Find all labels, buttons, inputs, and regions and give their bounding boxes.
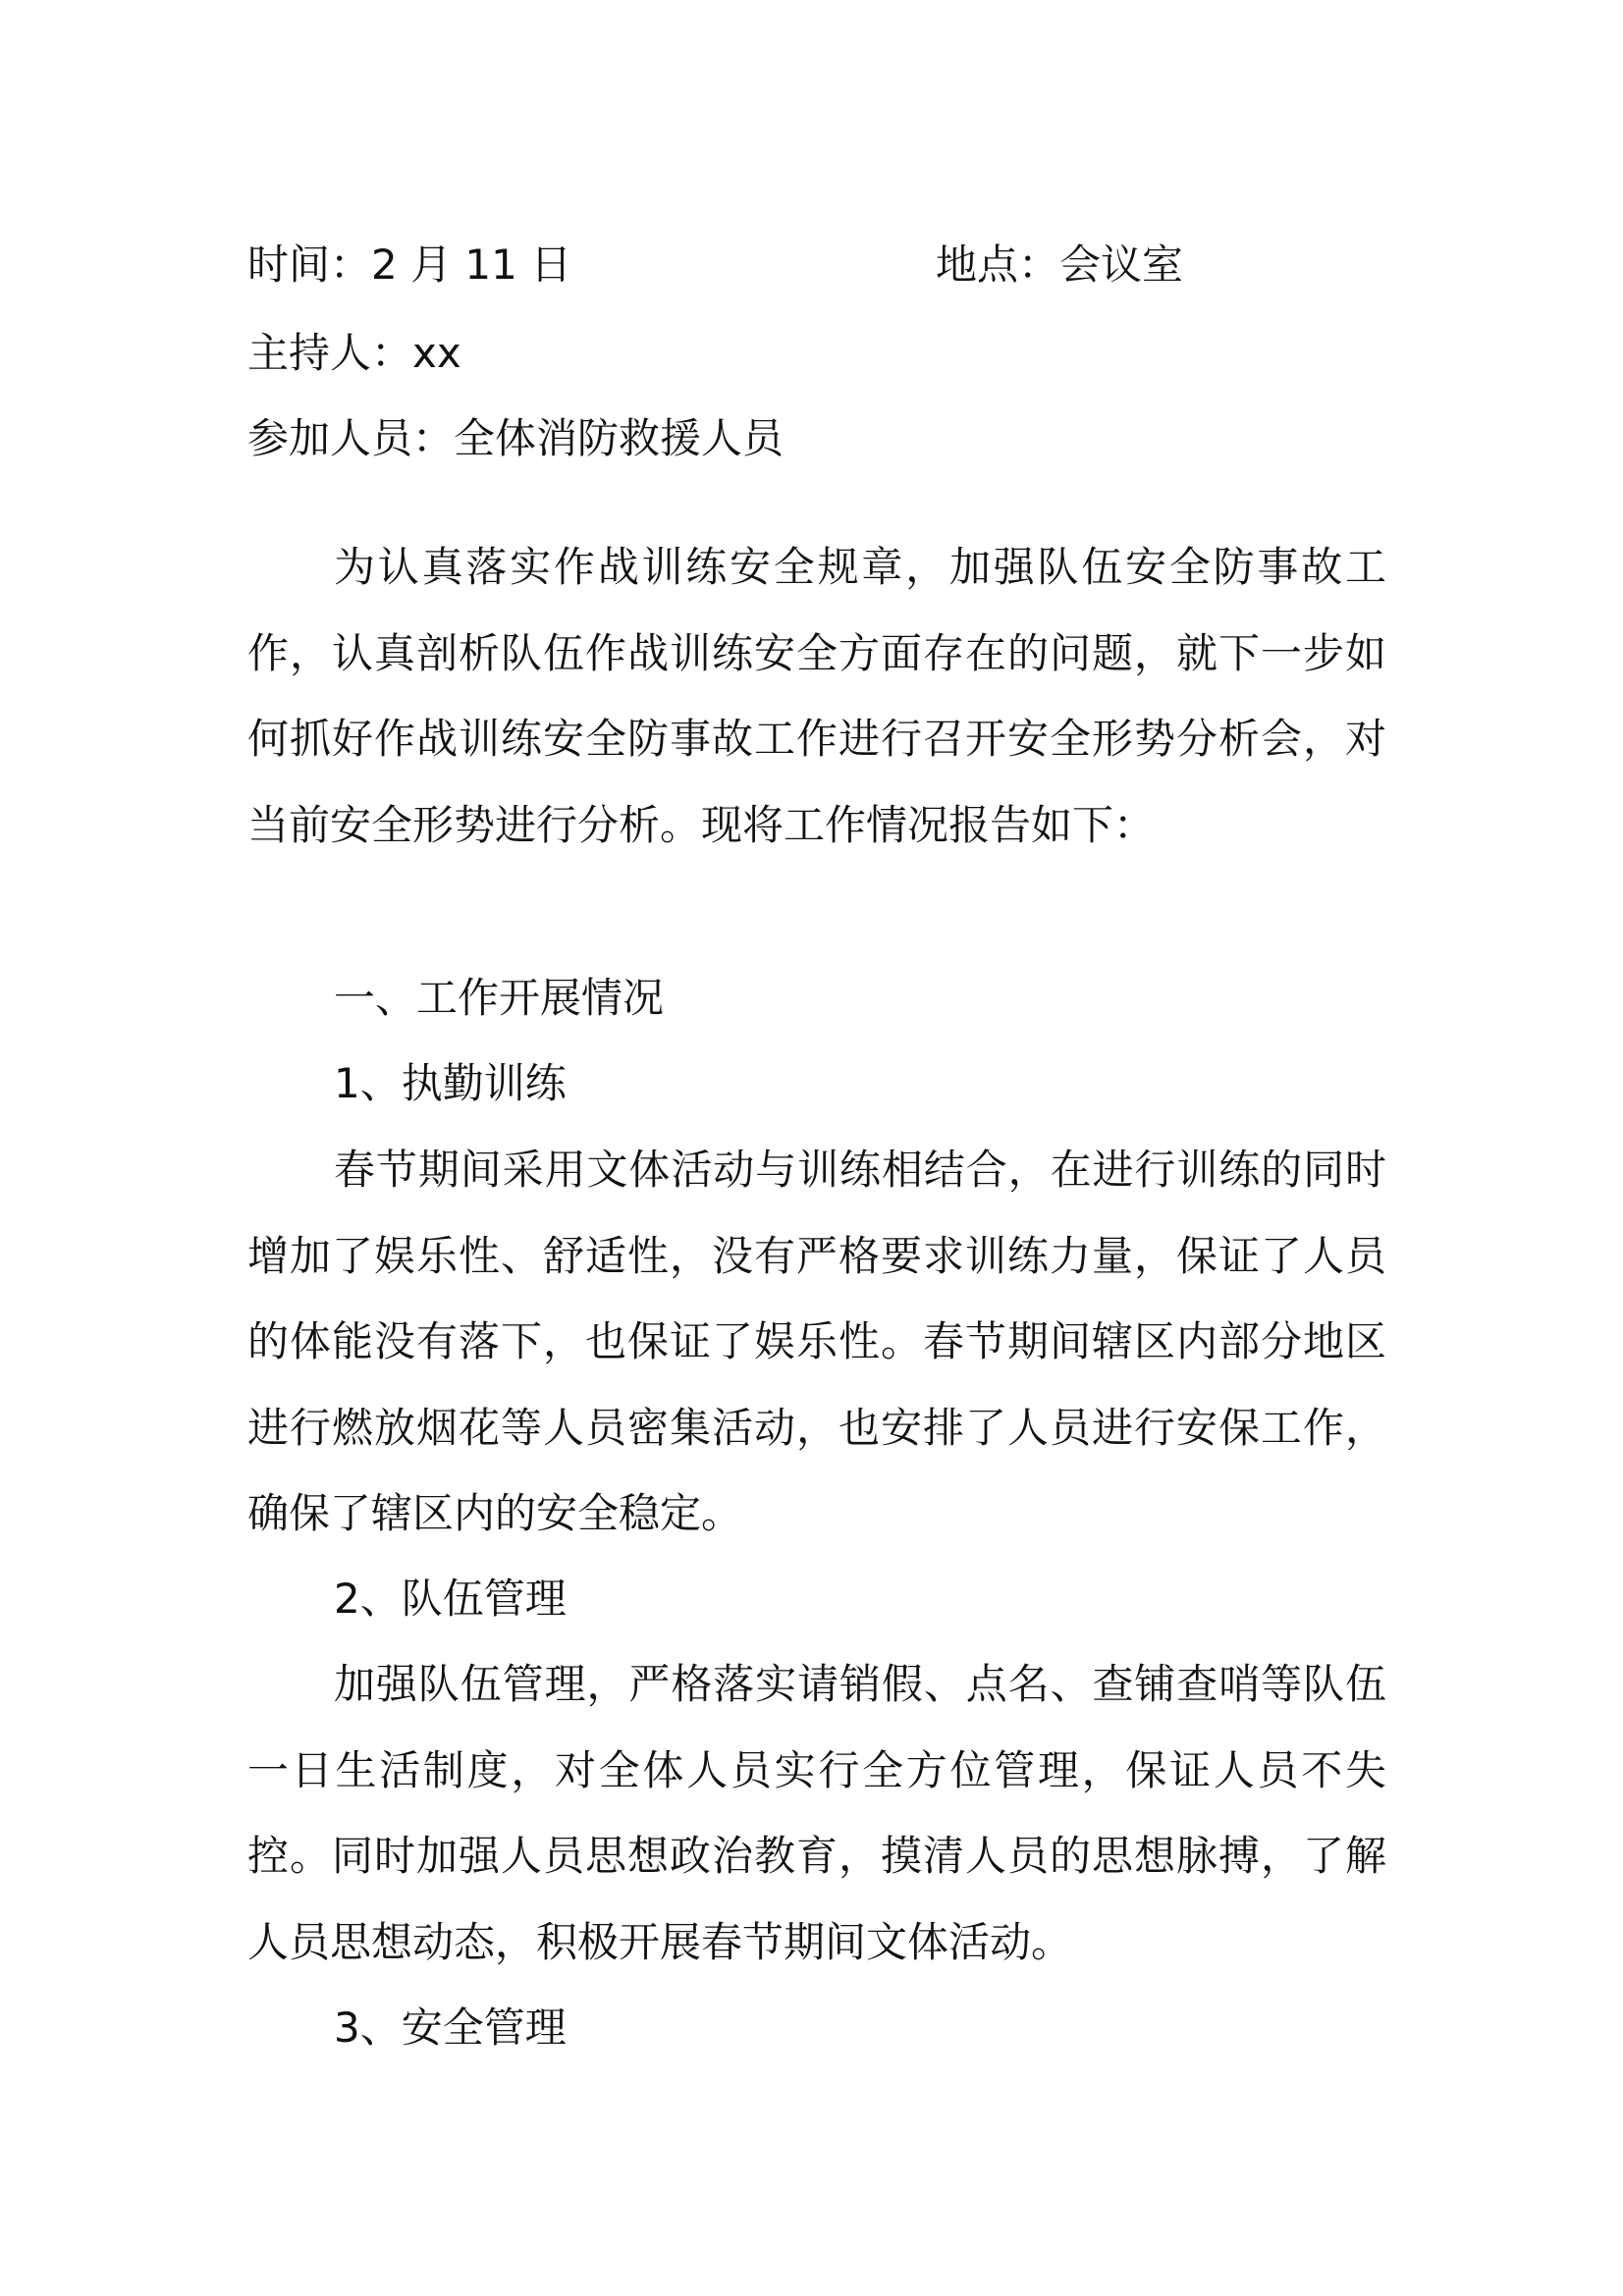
- team-management-paragraph: 加强队伍管理，严格落实请销假、点名、查铺查哨等队伍一日生活制度，对全体人员实行全方位管理，保证人员不失控。同时加强人员思想政治教育，摸清人员的思想脉搏，了解人员思想动态，积极开展春节期间文体活动。: [247, 1660, 1386, 1966]
- section-heading-work-status: 一、工作开展情况: [334, 974, 665, 1022]
- meeting-time: 时间：2 月 11 日: [247, 240, 572, 289]
- intro-paragraph: 为认真落实作战训练安全规章，加强队伍安全防事故工作，认真剖析队伍作战训练安全方面存在的问题，就下一步如何抓好作战训练安全防事故工作进行召开安全形势分析会，对当前安全形势进行分析。现将工作情况报告如下：: [247, 543, 1386, 849]
- subheading-safety-management: 3、安全管理: [334, 2003, 567, 2052]
- meeting-place: 地点：会议室: [936, 240, 1184, 289]
- subheading-duty-training: 1、执勤训练: [334, 1059, 567, 1107]
- meeting-host: 主持人：xx: [247, 329, 461, 377]
- subheading-team-management: 2、队伍管理: [334, 1575, 567, 1623]
- duty-training-paragraph: 春节期间采用文体活动与训练相结合，在进行训练的同时增加了娱乐性、舒适性，没有严格要求训练力量，保证了人员的体能没有落下，也保证了娱乐性。春节期间辖区内部分地区进行燃放烟花等人员密集活动，也安排了人员进行安保工作，确保了辖区内的安全稳定。: [247, 1146, 1386, 1537]
- meeting-attendees: 参加人员：全体消防救援人员: [247, 414, 784, 462]
